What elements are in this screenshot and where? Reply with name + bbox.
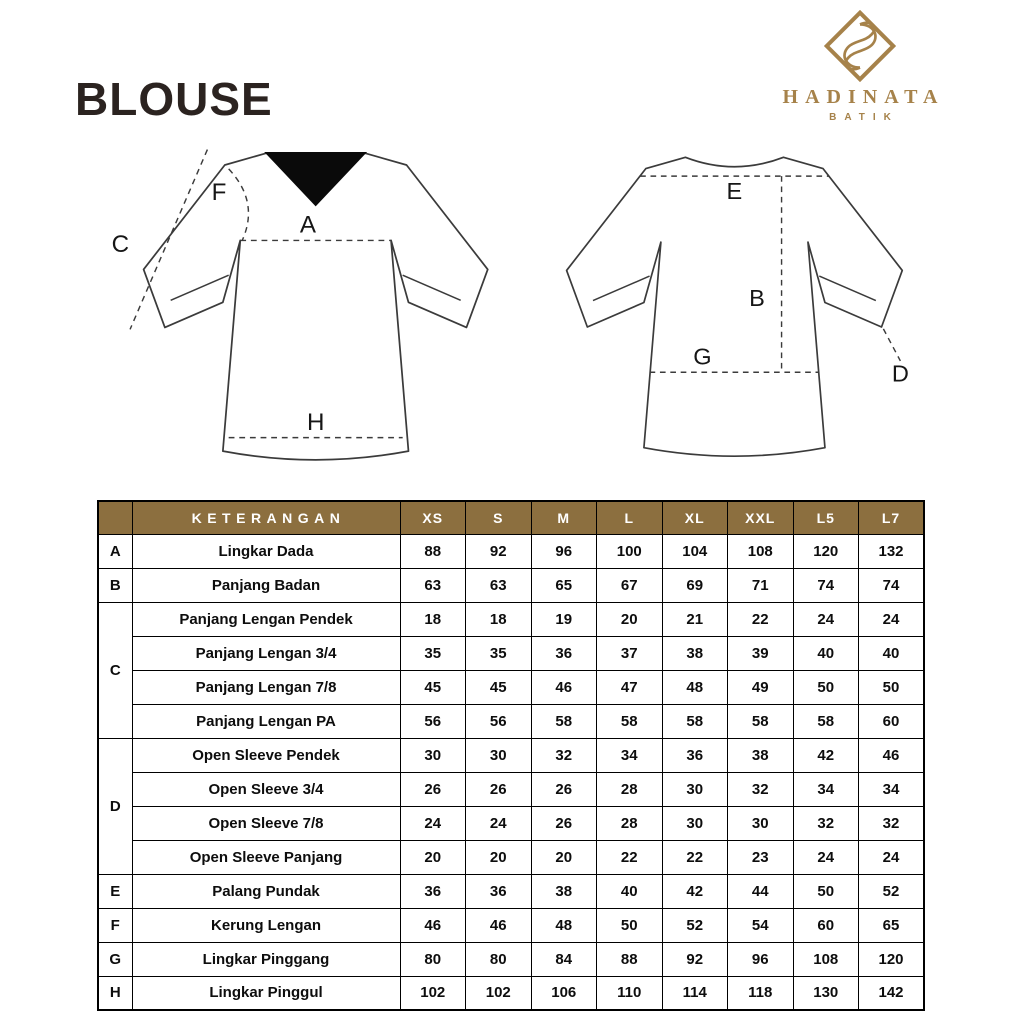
measurement-value: 24 <box>466 806 532 840</box>
measurement-value: 47 <box>597 670 663 704</box>
table-row <box>98 942 924 976</box>
row-letter-label: C <box>98 602 132 738</box>
table-row <box>98 908 924 942</box>
measurement-value: 88 <box>597 942 663 976</box>
measurement-label: Open Sleeve Panjang <box>132 840 400 874</box>
measurement-value: 26 <box>531 772 597 806</box>
measurement-value: 26 <box>531 806 597 840</box>
measurement-label: Open Sleeve 3/4 <box>132 772 400 806</box>
measurement-value: 56 <box>466 704 532 738</box>
measurement-value: 30 <box>400 738 466 772</box>
brand-diamond-monogram-icon <box>824 10 896 82</box>
measurement-value: 30 <box>662 806 728 840</box>
table-row <box>98 738 924 772</box>
size-table-body <box>98 534 924 1010</box>
measurement-label: Lingkar Pinggul <box>132 976 400 1010</box>
measurement-value: 20 <box>400 840 466 874</box>
measurement-value: 46 <box>859 738 925 772</box>
measurement-value: 92 <box>466 534 532 568</box>
measurement-value: 34 <box>859 772 925 806</box>
table-row <box>98 772 924 806</box>
measurement-value: 45 <box>400 670 466 704</box>
measurement-value: 63 <box>466 568 532 602</box>
measurement-label: Panjang Lengan PA <box>132 704 400 738</box>
measurement-value: 52 <box>662 908 728 942</box>
measurement-value: 58 <box>531 704 597 738</box>
measurement-value: 58 <box>793 704 859 738</box>
measurement-value: 34 <box>793 772 859 806</box>
measurement-value: 32 <box>531 738 597 772</box>
measurement-value: 32 <box>793 806 859 840</box>
table-row <box>98 704 924 738</box>
header-letter-cell <box>98 501 132 534</box>
table-row <box>98 976 924 1010</box>
diagram-label-h: H <box>306 408 325 436</box>
measurement-value: 26 <box>400 772 466 806</box>
table-row <box>98 806 924 840</box>
table-row <box>98 636 924 670</box>
row-letter-label: G <box>98 942 132 976</box>
diagram-label-g: G <box>693 343 712 370</box>
header-size-xl: XL <box>662 501 728 534</box>
table-row <box>98 534 924 568</box>
measurement-value: 24 <box>400 806 466 840</box>
measurement-value: 49 <box>728 670 794 704</box>
measurement-value: 35 <box>400 636 466 670</box>
back-view-diagram <box>527 138 923 483</box>
measurement-value: 104 <box>662 534 728 568</box>
measurement-value: 92 <box>662 942 728 976</box>
measurement-value: 100 <box>597 534 663 568</box>
header-size-l5: L5 <box>793 501 859 534</box>
measurement-value: 46 <box>400 908 466 942</box>
diagram-label-c: C <box>111 231 130 259</box>
brand-name: HADINATA <box>782 86 945 108</box>
brand-subtitle: BATIK <box>829 112 899 123</box>
measurement-value: 36 <box>466 874 532 908</box>
diagram-label-f: F <box>211 178 227 206</box>
measurement-value: 74 <box>793 568 859 602</box>
measurement-label: Kerung Lengan <box>132 908 400 942</box>
header-size-l: L <box>597 501 663 534</box>
measurement-value: 58 <box>597 704 663 738</box>
measurement-value: 40 <box>859 636 925 670</box>
measurement-value: 28 <box>597 772 663 806</box>
measurement-value: 46 <box>466 908 532 942</box>
measurement-value: 142 <box>859 976 925 1010</box>
table-row <box>98 568 924 602</box>
header-size-s: S <box>466 501 532 534</box>
measurement-value: 63 <box>400 568 466 602</box>
measurement-value: 36 <box>531 636 597 670</box>
measurement-value: 65 <box>859 908 925 942</box>
measurement-value: 120 <box>793 534 859 568</box>
measurement-value: 52 <box>859 874 925 908</box>
measurement-value: 42 <box>662 874 728 908</box>
measurement-label: Panjang Badan <box>132 568 400 602</box>
measurement-value: 45 <box>466 670 532 704</box>
measurement-value: 118 <box>728 976 794 1010</box>
measurement-value: 71 <box>728 568 794 602</box>
measurement-value: 19 <box>531 602 597 636</box>
measurement-value: 42 <box>793 738 859 772</box>
table-row <box>98 874 924 908</box>
measurement-value: 46 <box>531 670 597 704</box>
measurement-label: Panjang Lengan Pendek <box>132 602 400 636</box>
measurement-value: 48 <box>531 908 597 942</box>
row-letter-label: D <box>98 738 132 874</box>
row-letter-label: A <box>98 534 132 568</box>
header-size-m: M <box>531 501 597 534</box>
measurement-value: 60 <box>793 908 859 942</box>
measurement-label: Open Sleeve 7/8 <box>132 806 400 840</box>
measurement-value: 22 <box>597 840 663 874</box>
measurement-value: 38 <box>662 636 728 670</box>
measurement-value: 35 <box>466 636 532 670</box>
measurement-value: 22 <box>728 602 794 636</box>
table-row <box>98 840 924 874</box>
row-letter-label: H <box>98 976 132 1010</box>
measurement-value: 21 <box>662 602 728 636</box>
measurement-value: 22 <box>662 840 728 874</box>
measurement-value: 114 <box>662 976 728 1010</box>
measurement-label: Panjang Lengan 3/4 <box>132 636 400 670</box>
measurement-value: 37 <box>597 636 663 670</box>
header-keterangan: KETERANGAN <box>132 501 400 534</box>
measurement-value: 32 <box>859 806 925 840</box>
measurement-label: Open Sleeve Pendek <box>132 738 400 772</box>
measurement-label: Lingkar Pinggang <box>132 942 400 976</box>
measurement-value: 24 <box>859 602 925 636</box>
header-size-xs: XS <box>400 501 466 534</box>
blouse-diagrams <box>103 138 923 488</box>
measurement-value: 50 <box>793 670 859 704</box>
measurement-value: 24 <box>793 840 859 874</box>
table-row <box>98 670 924 704</box>
measurement-value: 50 <box>793 874 859 908</box>
measurement-value: 108 <box>728 534 794 568</box>
measurement-value: 20 <box>597 602 663 636</box>
diagram-label-d: D <box>891 360 909 387</box>
measurement-value: 67 <box>597 568 663 602</box>
table-row <box>98 602 924 636</box>
measurement-value: 50 <box>859 670 925 704</box>
measurement-value: 56 <box>400 704 466 738</box>
measurement-value: 36 <box>662 738 728 772</box>
measurement-value: 69 <box>662 568 728 602</box>
diagram-label-a: A <box>299 211 316 239</box>
measurement-value: 84 <box>531 942 597 976</box>
measurement-value: 38 <box>531 874 597 908</box>
measurement-value: 96 <box>728 942 794 976</box>
table-header-row <box>98 501 924 534</box>
measurement-value: 88 <box>400 534 466 568</box>
measurement-value: 58 <box>728 704 794 738</box>
measurement-value: 20 <box>466 840 532 874</box>
measurement-value: 132 <box>859 534 925 568</box>
header-size-l7: L7 <box>859 501 925 534</box>
measurement-value: 28 <box>597 806 663 840</box>
sleeve-open-measure-line <box>883 329 900 361</box>
page-title: BLOUSE <box>75 73 273 125</box>
measurement-value: 54 <box>728 908 794 942</box>
row-letter-label: B <box>98 568 132 602</box>
measurement-value: 48 <box>662 670 728 704</box>
row-letter-label: F <box>98 908 132 942</box>
measurement-value: 80 <box>400 942 466 976</box>
measurement-value: 26 <box>466 772 532 806</box>
measurement-value: 24 <box>793 602 859 636</box>
measurement-value: 106 <box>531 976 597 1010</box>
measurement-value: 23 <box>728 840 794 874</box>
measurement-value: 102 <box>466 976 532 1010</box>
measurement-value: 130 <box>793 976 859 1010</box>
measurement-value: 60 <box>859 704 925 738</box>
measurement-value: 44 <box>728 874 794 908</box>
front-view-diagram <box>103 138 509 483</box>
measurement-value: 96 <box>531 534 597 568</box>
diagram-label-b: B <box>749 285 765 312</box>
measurement-value: 65 <box>531 568 597 602</box>
measurement-value: 102 <box>400 976 466 1010</box>
brand-block <box>752 10 968 123</box>
measurement-value: 24 <box>859 840 925 874</box>
measurement-value: 38 <box>728 738 794 772</box>
measurement-value: 39 <box>728 636 794 670</box>
measurement-label: Panjang Lengan 7/8 <box>132 670 400 704</box>
measurement-value: 120 <box>859 942 925 976</box>
size-table <box>97 500 925 1011</box>
measurement-value: 36 <box>400 874 466 908</box>
measurement-value: 18 <box>400 602 466 636</box>
measurement-label: Lingkar Dada <box>132 534 400 568</box>
measurement-value: 80 <box>466 942 532 976</box>
row-letter-label: E <box>98 874 132 908</box>
measurement-value: 32 <box>728 772 794 806</box>
measurement-value: 18 <box>466 602 532 636</box>
measurement-value: 58 <box>662 704 728 738</box>
measurement-value: 74 <box>859 568 925 602</box>
measurement-value: 30 <box>662 772 728 806</box>
measurement-value: 40 <box>597 874 663 908</box>
measurement-value: 110 <box>597 976 663 1010</box>
measurement-value: 30 <box>728 806 794 840</box>
measurement-value: 40 <box>793 636 859 670</box>
diagram-label-e: E <box>726 177 743 204</box>
measurement-value: 34 <box>597 738 663 772</box>
measurement-value: 50 <box>597 908 663 942</box>
measurement-value: 20 <box>531 840 597 874</box>
measurement-value: 108 <box>793 942 859 976</box>
measurement-value: 30 <box>466 738 532 772</box>
header-size-xxl: XXL <box>728 501 794 534</box>
measurement-label: Palang Pundak <box>132 874 400 908</box>
